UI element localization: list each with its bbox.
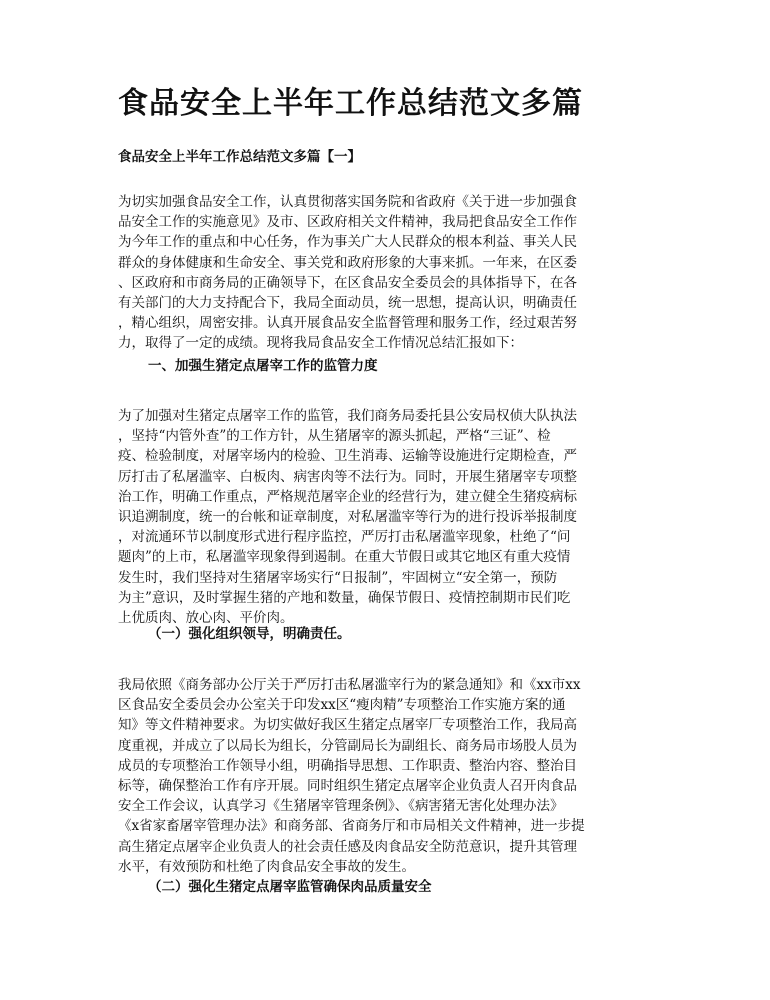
paragraph-line: 厉打击了私屠滥宰、白板肉、病害肉等不法行为。同时，开展生猪屠宰专项整	[118, 468, 577, 485]
paragraph-line: 高生猪定点屠宰企业负责人的社会责任感及肉食品安全防范意识，提升其管理	[118, 838, 577, 855]
paragraph-line: ，坚持“内管外查”的工作方针，从生猪屠宰的源头抓起，严格“三证”、检	[118, 428, 551, 445]
document-subtitle: 食品安全上半年工作总结范文多篇【一】	[118, 149, 361, 165]
paragraph-line: 标等，确保整治工作有序开展。同时组织生猪定点屠宰企业负责人召开肉食品	[118, 778, 577, 795]
paragraph-line: 区食品安全委员会办公室关于印发xx区“瘦肉精”专项整治工作实施方案的通	[118, 697, 566, 714]
paragraph-line: 力，取得了一定的成绩。现将我局食品安全工作情况总结汇报如下：	[118, 335, 523, 352]
paragraph-line: ，对流通环节以制度形式进行程序监控，严厉打击私屠滥宰现象，杜绝了“问	[118, 529, 571, 546]
paragraph-line: 识追溯制度，统一的台帐和证章制度，对私屠滥宰等行为的进行投诉举报制度	[118, 509, 577, 526]
paragraph-line: ，精心组织，周密安排。认真开展食品安全监督管理和服务工作，经过艰苦努	[118, 315, 577, 332]
paragraph-line: 题肉”的上市，私屠滥宰现象得到遏制。在重大节假日或其它地区有重大疫情	[118, 549, 571, 566]
paragraph-supervision	[118, 406, 663, 628]
paragraph-line: 《x省家畜屠宰管理办法》和商务部、省商务厅和市局相关文件精神，进一步提	[118, 818, 585, 835]
paragraph-organization	[118, 675, 663, 877]
paragraph-line: 为今年工作的重点和中心任务，作为事关广大人民群众的根本利益、事关人民	[118, 234, 577, 251]
paragraph-line: 知》等文件精神要求。为切实做好我区生猪定点屠宰厂专项整治工作，我局高	[118, 717, 577, 734]
document-title: 食品安全上半年工作总结范文多篇	[118, 86, 583, 121]
paragraph-line: 疫、检验制度，对屠宰场内的检验、卫生消毒、运输等设施进行定期检查，严	[118, 448, 577, 465]
paragraph-line: 我局依照《商务部办公厅关于严厉打击私屠滥宰行为的紧急通知》和《xx市xx	[118, 677, 581, 693]
paragraph-line: 度重视，并成立了以局长为组长，分管副局长为副组长、商务局市场股人员为	[118, 737, 577, 754]
paragraph-line: 群众的身体健康和生命安全、事关党和政府形象的大事来抓。一年来，在区委	[118, 254, 577, 271]
paragraph-line: 水平，有效预防和杜绝了肉食品安全事故的发生。	[118, 858, 415, 875]
paragraph-line: 为了加强对生猪定点屠宰工作的监管，我们商务局委托县公安局权侦大队执法	[118, 408, 577, 424]
paragraph-intro	[118, 192, 663, 354]
paragraph-line: 为切实加强食品安全工作，认真贯彻落实国务院和省政府《关于进一步加强食	[118, 194, 577, 210]
paragraph-line: 治工作，明确工作重点，严格规范屠宰企业的经营行为，建立健全生猪疫病标	[118, 488, 577, 505]
paragraph-line: 、区政府和市商务局的正确领导下，在区食品安全委员会的具体指导下，在各	[118, 274, 577, 291]
paragraph-line: 品安全工作的实施意见》及市、区政府相关文件精神，我局把食品安全工作作	[118, 214, 577, 231]
paragraph-line: 有关部门的大力支持配合下，我局全面动员，统一思想，提高认识，明确责任	[118, 295, 577, 312]
paragraph-line: 上优质肉、放心肉、平价肉。	[118, 610, 294, 627]
section-heading-3: （二）强化生猪定点屠宰监管确保肉品质量安全	[148, 879, 432, 895]
paragraph-line: 成员的专项整治工作领导小组，明确指导思想、工作职责、整治内容、整治目	[118, 757, 577, 774]
section-heading-1: 一、加强生猪定点屠宰工作的监管力度	[148, 358, 378, 374]
paragraph-line: 为主”意识，及时掌握生猪的产地和数量，确保节假日、疫情控制期市民们吃	[118, 589, 571, 606]
section-heading-2: （一）强化组织领导，明确责任。	[148, 626, 351, 642]
paragraph-line: 安全工作会议，认真学习《生猪屠宰管理条例》、《病害猪无害化处理办法》	[118, 798, 564, 815]
paragraph-line: 发生时，我们坚持对生猪屠宰场实行“日报制”，牢固树立“安全第一，预防	[118, 569, 558, 586]
